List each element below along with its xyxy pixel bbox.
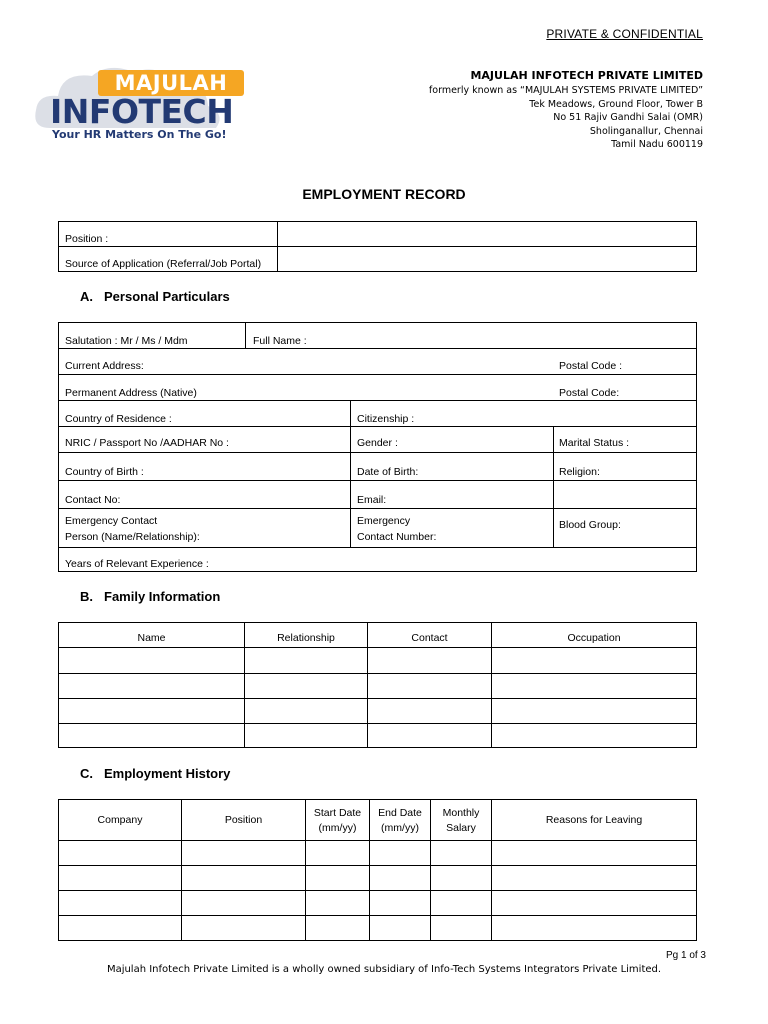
position-field[interactable]	[278, 222, 696, 246]
family-header-name: Name	[137, 632, 166, 644]
citizenship-label: Citizenship :	[357, 413, 415, 425]
employment-header-reasons: Reasons for Leaving	[545, 814, 643, 826]
page-number: Pg 1 of 3	[665, 950, 706, 961]
personal-particulars-table	[58, 322, 697, 572]
section-a-title: A. Personal Particulars	[80, 289, 230, 304]
source-field[interactable]	[278, 247, 696, 271]
country-birth-label: Country of Birth :	[65, 466, 144, 478]
footer-note: Majulah Infotech Private Limited is a wholly owned subsidiary of Info-Tech Systems Integrators Private Limited.	[106, 964, 662, 975]
logo-infotech: INFOTECH	[50, 92, 234, 131]
dob-label: Date of Birth:	[357, 466, 419, 478]
experience-label: Years of Relevant Experience :	[65, 558, 209, 570]
position-label: Position :	[65, 233, 109, 245]
document-title: EMPLOYMENT RECORD	[302, 186, 466, 202]
logo-tagline: Your HR Matters On The Go!	[52, 128, 227, 141]
employment-header-position: Position	[224, 814, 263, 826]
address-line: Tek Meadows, Ground Floor, Tower B	[529, 98, 703, 110]
permanent-address-label: Permanent Address (Native)	[65, 387, 197, 399]
email-label: Email:	[357, 494, 387, 506]
section-b-title: B. Family Information	[80, 589, 221, 604]
logo-majulah: MAJULAH	[98, 70, 244, 96]
address-line: Tamil Nadu 600119	[611, 139, 703, 150]
salutation-label: Salutation : Mr / Ms / Mdm	[65, 335, 188, 347]
employment-header-start-date: Start Date (mm/yy)	[313, 806, 362, 834]
family-header-occupation: Occupation	[567, 632, 621, 644]
employment-header-salary: Monthly Salary	[442, 806, 480, 834]
postal-code-label: Postal Code :	[559, 360, 623, 372]
marital-status-label: Marital Status :	[559, 437, 630, 449]
confidential-label: PRIVATE & CONFIDENTIAL	[546, 27, 703, 41]
religion-label: Religion:	[559, 466, 600, 478]
postal-code-label: Postal Code:	[559, 387, 620, 399]
address-line: Sholinganallur, Chennai	[589, 125, 703, 137]
emergency-number-label: Emergency Contact Number:	[357, 515, 437, 543]
country-residence-label: Country of Residence :	[65, 413, 172, 425]
family-header-relationship: Relationship	[277, 632, 335, 644]
employment-header-end-date: End Date (mm/yy)	[378, 806, 422, 834]
employment-history-table	[58, 799, 697, 941]
source-label: Source of Application (Referral/Job Portal)	[65, 258, 262, 270]
company-address-block	[429, 68, 703, 152]
full-name-label: Full Name :	[253, 335, 307, 347]
contact-no-label: Contact No:	[65, 494, 121, 506]
family-information-table	[58, 622, 697, 748]
section-c-title: C. Employment History	[80, 766, 231, 781]
address-line: formerly known as “MAJULAH SYSTEMS PRIVATE LIMITED”	[428, 85, 703, 96]
address-line: No 51 Rajiv Gandhi Salai (OMR)	[553, 112, 703, 123]
position-table	[58, 221, 697, 272]
company-name: MAJULAH INFOTECH PRIVATE LIMITED	[470, 69, 703, 82]
employment-header-company: Company	[97, 814, 143, 826]
current-address-label: Current Address:	[65, 360, 144, 372]
gender-label: Gender :	[357, 437, 398, 449]
blood-group-label: Blood Group:	[559, 519, 621, 531]
nric-label: NRIC / Passport No /AADHAR No :	[65, 437, 229, 449]
emergency-person-label: Emergency Contact Person (Name/Relationship):	[65, 515, 200, 543]
company-logo	[30, 58, 234, 148]
family-header-contact: Contact	[411, 632, 448, 644]
